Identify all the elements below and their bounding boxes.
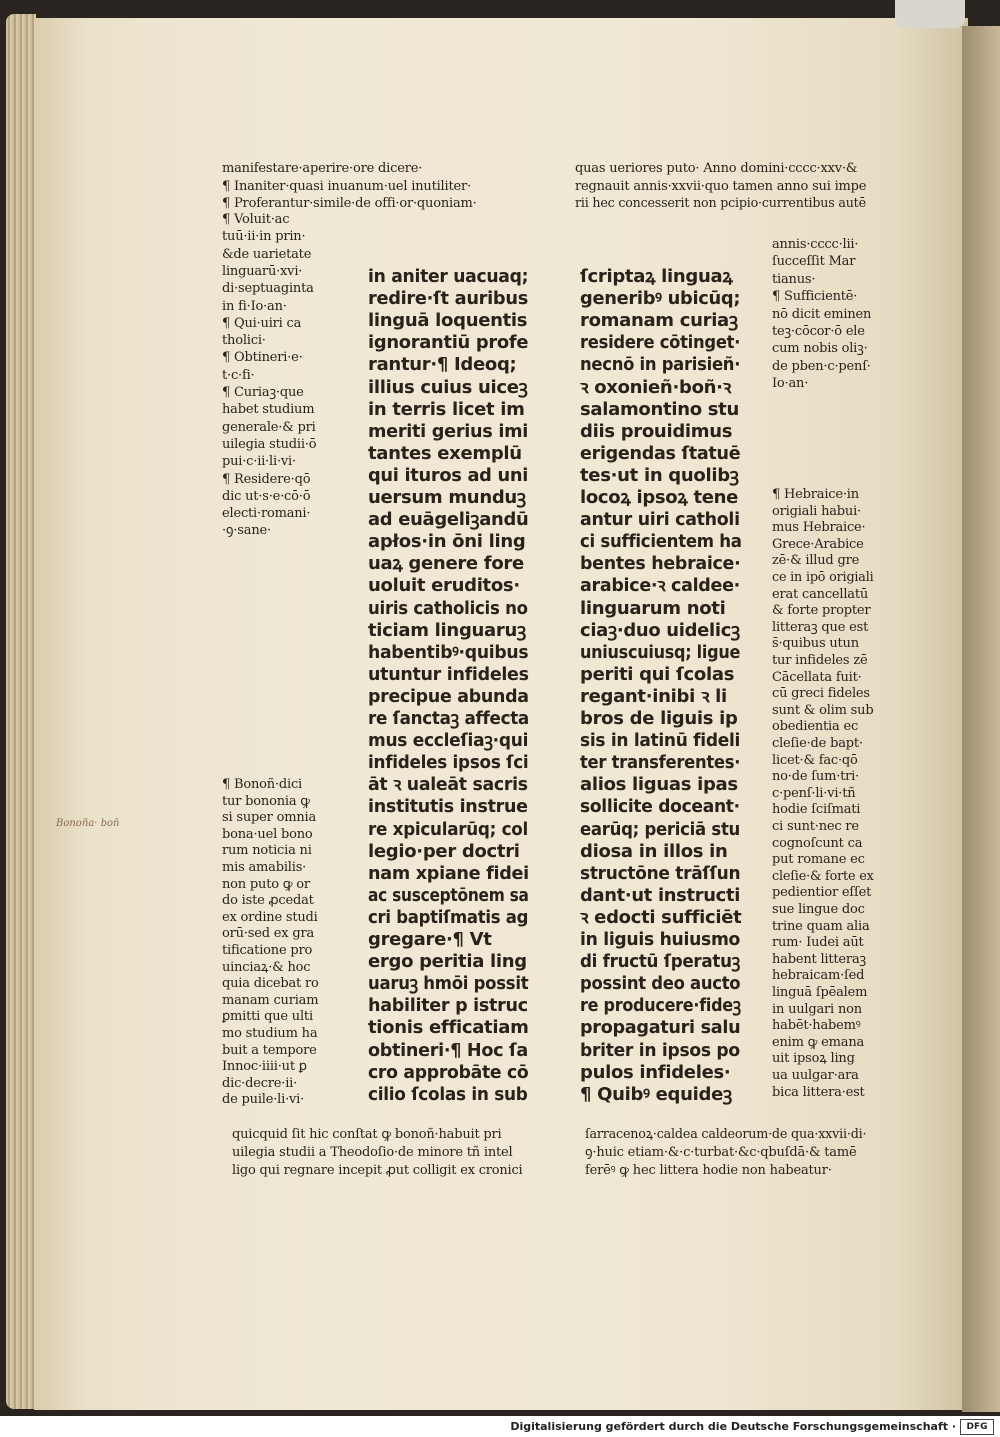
- bottom-gloss-right-line: ꝯ·huic etiam·&·c·turbat·&c·qbuſdā·& tamē: [585, 1145, 857, 1160]
- main-text-col1-line: in aniter uacuaq;: [368, 266, 529, 287]
- right-gloss-line: linguā ſpēalem: [772, 985, 868, 1000]
- top-gloss-left-line: manifestare·aperire·ore dicere·: [222, 161, 423, 176]
- main-text-col1-line: rantur·¶ Ideoq;: [368, 354, 517, 376]
- right-gloss-line: ¶ Sufficientē·: [772, 289, 858, 305]
- main-text-col1-line: re ſanctaꝫ affecta: [368, 708, 529, 729]
- top-gloss-right-line: quas ueriores puto· Anno domini·cccc·xxv·&: [575, 161, 858, 176]
- main-text-col1-line: uoluit eruditos·: [368, 575, 520, 597]
- main-text-col2-line: antur uiri catholi: [580, 509, 740, 531]
- main-text-col2-line: ¶ Quibꝰ equideꝫ: [580, 1083, 732, 1105]
- main-text-col1-line: ignorantiū profe: [368, 332, 529, 354]
- right-gloss-line: no·de ſum·tri·: [772, 769, 860, 785]
- left-gloss-line: de puile·li·vi·: [222, 1092, 305, 1108]
- right-gloss-line: cleſie·de bapt·: [772, 736, 863, 751]
- left-gloss-line: uinciaꝝ·& hoc: [222, 959, 311, 975]
- main-text-col2-line: re producere·fideꝫ: [580, 995, 741, 1017]
- left-gloss-line: di·septuaginta: [222, 281, 314, 297]
- main-text-col2-line: dant·ut instructi: [580, 884, 741, 906]
- left-gloss-line: t·c·fi·: [222, 367, 255, 383]
- main-text-col1-line: nam xpiane fidei: [368, 862, 529, 884]
- left-gloss-line: ꝑmitti que ulti: [222, 1009, 313, 1025]
- right-gloss-line: de pben·c·penſ·: [772, 358, 871, 374]
- main-text-col2-line: bros de liguis ip: [580, 708, 738, 729]
- left-gloss-line: ¶ Residere·qō: [222, 471, 311, 487]
- main-text-col1-line: cilio ſcolas in sub: [368, 1083, 528, 1105]
- left-gloss-line: in fi·Io·an·: [222, 298, 287, 314]
- main-text-col2-line: sis in latinū fideli: [580, 730, 741, 752]
- right-gloss-line: origiali habui·: [772, 503, 861, 519]
- main-text-col1-line: habentibꝰ·quibus: [368, 641, 529, 663]
- dfg-logo: DFG: [960, 1419, 994, 1435]
- top-gloss-left-line: ¶ Proferantur·simile·de offi·or·quoniam·: [222, 196, 477, 211]
- top-gloss-right-line: rii hec concesserit non pcipio·currentibus autē: [575, 196, 866, 211]
- right-gloss-line: & forte propter: [772, 603, 871, 619]
- main-text-col2-line: arabice·ꝛ caldee·: [580, 575, 740, 597]
- right-gloss-line: mus Hebraice·: [772, 520, 866, 536]
- right-gloss-line: ua uulgar·ara: [772, 1068, 859, 1083]
- main-text-col1-line: legio·per doctri: [368, 840, 520, 862]
- left-gloss-line: ¶ Bonoñ·dici: [222, 777, 303, 792]
- main-text-col2-line: ciaꝫ·duo uidelicꝫ: [580, 619, 740, 641]
- left-gloss-line: tur bononia ꝙ: [222, 793, 310, 809]
- main-text-col1-line: uaruꝫ hmōi possit: [368, 973, 529, 995]
- right-gloss-line: annis·cccc·lii·: [772, 237, 859, 252]
- right-gloss-line: uit ipsoꝝ ling: [772, 1051, 855, 1067]
- main-text-col1-line: institutis instrue: [368, 796, 528, 818]
- main-text-col1-line: illius cuius uiceꝫ: [368, 376, 528, 398]
- left-gloss-line: pui·c·ii·li·vi·: [222, 454, 296, 470]
- handwritten-margin-note: Bonoña· bon̄: [56, 818, 120, 829]
- left-gloss-line: buit a tempore: [222, 1042, 317, 1058]
- main-text-col2-line: periti qui ſcolas: [580, 663, 735, 685]
- right-gloss-line: cognoſcunt ca: [772, 835, 863, 851]
- left-gloss-line: ·ꝯ·sane·: [222, 523, 271, 539]
- left-gloss-line: non puto ꝙ or: [222, 876, 310, 892]
- right-gloss-line: Grece·Arabice: [772, 536, 864, 552]
- main-text-col1-line: qui ituros ad uni: [368, 464, 529, 486]
- main-text-col1-line: habiliter p istruc: [368, 995, 528, 1017]
- left-gloss-line: mis amabilis·: [222, 860, 307, 875]
- main-text-col1-line: obtineri·¶ Hoc ſa: [368, 1039, 528, 1061]
- main-text-col1-line: cro approbāte cō: [368, 1061, 529, 1083]
- right-gloss-line: enim ꝙ emana: [772, 1034, 865, 1050]
- right-gloss-line: cum nobis oliꝫ·: [772, 341, 868, 357]
- bottom-gloss-left-line: quicquid ſit hic conſtat ꝙ bonoñ·habuit pri: [232, 1127, 502, 1142]
- right-gloss-line: in uulgari non: [772, 1001, 862, 1017]
- right-page-edge: [962, 26, 1000, 1412]
- main-text-col2-line: diosa in illos in: [580, 840, 728, 862]
- main-text-col2-line: ꝛ oxonieñ·boñ·ꝛ: [580, 376, 731, 398]
- main-text-col2-line: possint deo aucto: [580, 973, 741, 995]
- main-text-col1-line: meriti gerius imi: [368, 420, 529, 442]
- right-gloss-line: ¶ Hebraice·in: [772, 487, 859, 502]
- right-gloss-line: sue lingue doc: [772, 902, 865, 917]
- left-gloss-line: uilegia studii·ō: [222, 436, 317, 452]
- top-gloss-left-line: ¶ Inaniter·quasi inuanum·uel inutiliter·: [222, 178, 471, 194]
- right-gloss-line: sunt & olim sub: [772, 702, 874, 718]
- right-gloss-line: habent litteraꝫ: [772, 951, 866, 967]
- main-text-col2-line: regant·inibi ꝛ li: [580, 685, 727, 707]
- right-gloss-line: Io·an·: [772, 376, 809, 392]
- bottom-gloss-right-line: ſarracenoꝝ·caldea caldeorum·de qua·xxvii·di·: [585, 1127, 867, 1142]
- book-page-edges: [6, 14, 36, 1409]
- right-gloss-line: hodie ſciſmati: [772, 802, 861, 818]
- right-gloss-line: ſucceſſit Mar: [772, 254, 856, 270]
- right-gloss-line: trine quam alia: [772, 918, 870, 934]
- main-text-col2-line: romanam curiaꝫ: [580, 310, 738, 332]
- main-text-col1-line: infideles ipsos ſci: [368, 752, 529, 774]
- right-gloss-line: put romane ec: [772, 852, 865, 868]
- left-gloss-line: dic ut·s·e·cō·ō: [222, 488, 311, 504]
- right-gloss-line: tianus·: [772, 271, 816, 287]
- right-gloss-line: tur infideles zē: [772, 653, 868, 668]
- bottom-gloss-left-line: uilegia studii a Theodoſio·de minore tñ intel: [232, 1145, 513, 1160]
- right-gloss-line: licet·& fac·qō: [772, 752, 858, 768]
- left-gloss-line: tuū·ii·in prin·: [222, 229, 306, 245]
- bottom-gloss-right-line: ferēꝰ ꝙ hec littera hodie non habeatur·: [585, 1163, 832, 1178]
- main-text-col1-line: mus eccleſiaꝫ·qui: [368, 730, 529, 752]
- left-gloss-line: rum noticia ni: [222, 843, 312, 859]
- main-text-col2-line: uniuscuiusq; ligue: [580, 641, 741, 663]
- left-gloss-line: tificatione pro: [222, 943, 313, 958]
- left-gloss-line: linguarū·xvi·: [222, 263, 303, 279]
- left-gloss-line: generale·& pri: [222, 419, 316, 435]
- footer-credit: Digitalisierung gefördert durch die Deutsche Forschungsgemeinschaft ·: [510, 1420, 956, 1433]
- main-text-col2-line: linguarum noti: [580, 597, 726, 619]
- main-text-col2-line: alios liguas ipas: [580, 774, 738, 796]
- main-text-col2-line: ter transferentes·: [580, 752, 741, 774]
- left-gloss-line: mo studium ha: [222, 1026, 318, 1041]
- left-gloss-line: ¶ Qui·uiri ca: [222, 315, 302, 331]
- main-text-col1-line: cri baptiſmatis ag: [368, 906, 529, 928]
- main-text-col1-line: ticiam linguaruꝫ: [368, 619, 526, 641]
- left-gloss-line: habet studium: [222, 402, 315, 418]
- main-text-col2-line: earūq; periciā stu: [580, 818, 741, 840]
- main-text-col2-line: propagaturi salu: [580, 1017, 741, 1039]
- main-text-col1-line: ac susceptōnem sa: [368, 884, 529, 906]
- main-text-col1-line: uersum munduꝫ: [368, 487, 526, 508]
- main-text-col1-line: tionis efficatiam: [368, 1017, 529, 1039]
- main-text-col1-line: precipue abunda: [368, 685, 529, 707]
- main-text-col2-line: pulos infideles·: [580, 1061, 731, 1083]
- right-gloss-line: litteraꝫ que est: [772, 619, 869, 635]
- right-gloss-line: erat cancellatū: [772, 586, 869, 602]
- main-text-col1-line: gregare·¶ Vt: [368, 929, 492, 950]
- left-gloss-line: ¶ Curiaꝫ·que: [222, 385, 304, 400]
- main-text-col2-line: erigendas ſtatuē: [580, 442, 741, 464]
- main-text-col1-line: linguā loquentis: [368, 310, 528, 332]
- right-gloss-line: ci sunt·nec re: [772, 819, 859, 834]
- main-text-col1-line: redire·ſt auribus: [368, 288, 528, 310]
- left-gloss-line: electi·romani·: [222, 506, 311, 522]
- main-text-col2-line: generibꝰ ubicūq;: [580, 288, 741, 310]
- bottom-gloss-left-line: ligo qui regnare incepit ꝓut colligit ex cronici: [232, 1163, 523, 1178]
- left-gloss-line: &de uarietate: [222, 246, 312, 262]
- main-text-col1-line: utuntur infideles: [368, 663, 529, 685]
- main-text-col1-line: āt ꝛ ualeāt sacris: [368, 774, 528, 796]
- main-text-col1-line: ad euāgeliꝫandū: [368, 509, 529, 531]
- main-text-col1-line: in terris licet im: [368, 398, 525, 420]
- left-gloss-line: ex ordine studi: [222, 909, 318, 925]
- main-text-col1-line: ergo peritia ling: [368, 951, 527, 973]
- main-text-col1-line: re xpicularūq; col: [368, 818, 528, 840]
- right-gloss-line: zē·& illud gre: [772, 553, 860, 569]
- right-gloss-line: ce in ipō origiali: [772, 570, 874, 585]
- left-gloss-line: dic·decre·ii·: [222, 1075, 298, 1091]
- left-gloss-line: si super omnia: [222, 810, 317, 826]
- main-text-col2-line: bentes hebraice·: [580, 553, 741, 575]
- right-gloss-line: c·penſ·li·vi·tñ: [772, 785, 856, 801]
- right-gloss-line: cū greci fideles: [772, 686, 870, 702]
- left-gloss-line: tholici·: [222, 333, 266, 349]
- left-gloss-line: Innoc·iiii·ut ꝑ: [222, 1059, 307, 1075]
- main-text-col2-line: diis prouidimus: [580, 420, 733, 442]
- footer-bar: [0, 1416, 1000, 1437]
- right-gloss-line: s̄·quibus utun: [772, 636, 859, 652]
- left-gloss-line: quia dicebat ro: [222, 976, 319, 992]
- main-text-col1-line: uaꝝ genere fore: [368, 553, 524, 575]
- right-gloss-line: obedientia ec: [772, 719, 859, 735]
- main-text-col2-line: in liguis huiusmo: [580, 929, 741, 950]
- left-gloss-line: ¶ Obtineri·e·: [222, 350, 303, 366]
- main-text-col2-line: di fructū ſperatuꝫ: [580, 951, 740, 973]
- main-text-col2-line: salamontino stu: [580, 398, 739, 420]
- right-gloss-line: pedientior eſſet: [772, 885, 872, 901]
- main-text-col2-line: ꝛ edocti sufficiēt: [580, 906, 742, 928]
- top-gloss-right-line: regnauit annis·xxvii·quo tamen anno sui impe: [575, 178, 867, 194]
- right-gloss-line: hebraicam·ſed: [772, 968, 865, 984]
- right-gloss-line: Cācellata fuit·: [772, 669, 862, 685]
- page-clip: [895, 0, 965, 28]
- main-text-col2-line: ſcriptaꝝ linguaꝝ: [580, 266, 733, 287]
- main-text-col2-line: structōne trāſſun: [580, 862, 741, 884]
- right-gloss-line: habēt·habemꝰ: [772, 1018, 861, 1034]
- right-gloss-line: nō dicit eminen: [772, 306, 872, 322]
- right-gloss-line: rum· Iudei aūt: [772, 935, 864, 951]
- left-gloss-line: ¶ Voluit·ac: [222, 212, 290, 227]
- main-text-col1-line: tantes exemplū: [368, 442, 522, 464]
- right-gloss-line: teꝫ·cōcor·ō ele: [772, 324, 865, 339]
- right-gloss-line: bica littera·est: [772, 1084, 865, 1100]
- right-gloss-line: cleſie·& forte ex: [772, 868, 874, 884]
- main-text-col1-line: apłos·in ōni ling: [368, 531, 526, 553]
- left-gloss-line: do iste ꝓcedat: [222, 893, 314, 909]
- main-text-col2-line: sollicite doceant·: [580, 796, 740, 818]
- left-gloss-line: bona·uel bono: [222, 826, 313, 842]
- left-gloss-line: manam curiam: [222, 992, 319, 1008]
- main-text-col2-line: ci sufficientem ha: [580, 531, 742, 553]
- left-gloss-line: orū·sed ex gra: [222, 926, 315, 942]
- main-text-col1-line: uiris catholicis no: [368, 597, 528, 619]
- main-text-col2-line: tes·ut in quolibꝫ: [580, 464, 739, 486]
- main-text-col2-line: necnō in parisieñ·: [580, 354, 741, 376]
- main-text-col2-line: residere cōtinget·: [580, 332, 741, 354]
- main-text-col2-line: briter in ipsos po: [580, 1039, 740, 1061]
- main-text-col2-line: locoꝝ ipsoꝝ tene: [580, 487, 739, 508]
